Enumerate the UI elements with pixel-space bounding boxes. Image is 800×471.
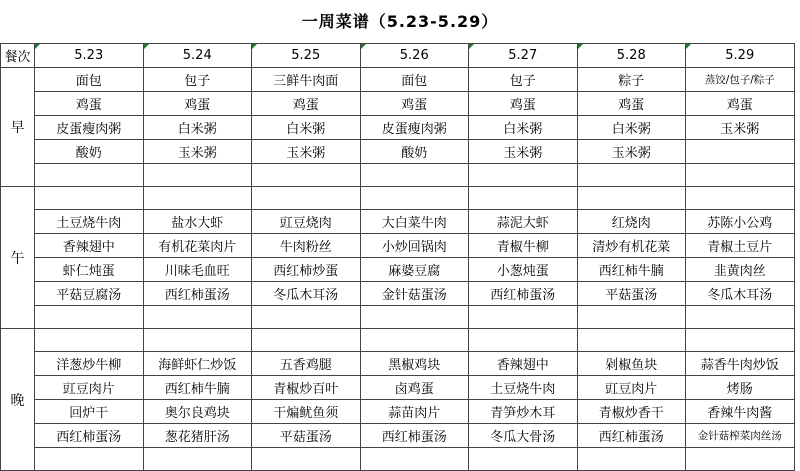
page-title: 一周菜谱（5.23-5.29） — [301, 11, 499, 31]
dish-cell — [143, 448, 252, 471]
menu-row — [1, 376, 795, 400]
dish-cell — [143, 306, 252, 329]
dish-cell: 西红柿蛋汤 — [35, 424, 144, 448]
dish-cell: 玉米粥 — [252, 140, 361, 164]
dish-cell: 冬瓜木耳汤 — [252, 282, 361, 306]
dish-cell: 玉米粥 — [143, 140, 252, 164]
cell-marker — [35, 44, 40, 49]
dish-cell — [35, 306, 144, 329]
dish-cell: 包子 — [469, 68, 578, 92]
dish-cell: 平菇蛋汤 — [252, 424, 361, 448]
dish-cell: 玉米粥 — [469, 140, 578, 164]
dish-cell: 豇豆肉片 — [577, 376, 686, 400]
dish-cell: 洋葱炒牛柳 — [35, 352, 144, 376]
menu-row — [1, 92, 795, 116]
dish-cell: 西红柿蛋汤 — [577, 424, 686, 448]
dish-cell: 粽子 — [577, 68, 686, 92]
dish-cell: 青椒炒百叶 — [252, 376, 361, 400]
dish-cell — [577, 448, 686, 471]
dish-cell — [360, 329, 469, 352]
dish-cell — [469, 448, 578, 471]
dish-cell: 红烧肉 — [577, 210, 686, 234]
dish-cell: 豇豆肉片 — [35, 376, 144, 400]
dish-cell: 香辣牛肉酱 — [686, 400, 795, 424]
meal-column-header: 餐次 — [1, 44, 35, 68]
dish-cell: 西红柿牛腩 — [577, 258, 686, 282]
dish-cell: 卤鸡蛋 — [360, 376, 469, 400]
menu-row — [1, 116, 795, 140]
dish-cell: 鸡蛋 — [360, 92, 469, 116]
dish-cell — [143, 329, 252, 352]
menu-row — [1, 329, 795, 352]
menu-row — [1, 210, 795, 234]
dish-cell: 白米粥 — [469, 116, 578, 140]
dish-cell: 牛肉粉丝 — [252, 234, 361, 258]
menu-row — [1, 282, 795, 306]
dish-cell: 鸡蛋 — [577, 92, 686, 116]
dish-cell — [686, 448, 795, 471]
dish-cell: 冬瓜木耳汤 — [686, 282, 795, 306]
dish-cell — [686, 187, 795, 210]
dish-cell — [686, 140, 795, 164]
dish-cell: 奥尔良鸡块 — [143, 400, 252, 424]
dish-cell: 蒜苗肉片 — [360, 400, 469, 424]
dish-cell — [35, 164, 144, 187]
date-header: 5.26 — [360, 44, 469, 68]
dish-cell: 鸡蛋 — [686, 92, 795, 116]
dish-cell: 川味毛血旺 — [143, 258, 252, 282]
dish-cell: 韭黄肉丝 — [686, 258, 795, 282]
dish-cell — [469, 164, 578, 187]
dish-cell: 皮蛋瘦肉粥 — [35, 116, 144, 140]
cell-marker — [361, 44, 366, 49]
dish-cell: 剁椒鱼块 — [577, 352, 686, 376]
dish-cell — [469, 187, 578, 210]
cell-marker — [469, 44, 474, 49]
dish-cell: 西红柿牛腩 — [143, 376, 252, 400]
dish-cell: 土豆烧牛肉 — [469, 376, 578, 400]
menu-row — [1, 400, 795, 424]
dish-cell: 西红柿炒蛋 — [252, 258, 361, 282]
date-header: 5.28 — [577, 44, 686, 68]
dish-cell — [577, 187, 686, 210]
dish-cell: 金针菇榨菜肉丝汤 — [686, 424, 795, 448]
dish-cell: 金针菇蛋汤 — [360, 282, 469, 306]
dish-cell: 香辣翅中 — [35, 234, 144, 258]
dish-cell — [469, 329, 578, 352]
dish-cell: 苏陈小公鸡 — [686, 210, 795, 234]
menu-row — [1, 448, 795, 471]
dish-cell — [35, 187, 144, 210]
dish-cell: 玉米粥 — [577, 140, 686, 164]
dish-cell — [686, 306, 795, 329]
dish-cell: 皮蛋瘦肉粥 — [360, 116, 469, 140]
dish-cell: 青椒土豆片 — [686, 234, 795, 258]
dish-cell: 白米粥 — [252, 116, 361, 140]
dish-cell — [252, 164, 361, 187]
dish-cell — [252, 306, 361, 329]
menu-row — [1, 68, 795, 92]
dish-cell: 麻婆豆腐 — [360, 258, 469, 282]
cell-marker — [578, 44, 583, 49]
dish-cell: 白米粥 — [577, 116, 686, 140]
dish-cell: 玉米粥 — [686, 116, 795, 140]
dish-cell — [252, 329, 361, 352]
dish-cell: 盐水大虾 — [143, 210, 252, 234]
menu-row — [1, 187, 795, 210]
dish-cell: 葱花猪肝汤 — [143, 424, 252, 448]
dish-cell: 三鲜牛肉面 — [252, 68, 361, 92]
dish-cell — [469, 306, 578, 329]
dish-cell: 干煸鱿鱼须 — [252, 400, 361, 424]
menu-row — [1, 140, 795, 164]
dish-cell: 小炒回锅肉 — [360, 234, 469, 258]
dish-cell: 面包 — [360, 68, 469, 92]
dish-cell: 西红柿蛋汤 — [360, 424, 469, 448]
dish-cell: 鸡蛋 — [252, 92, 361, 116]
dish-cell: 酸奶 — [35, 140, 144, 164]
dish-cell: 五香鸡腿 — [252, 352, 361, 376]
dish-cell: 平菇豆腐汤 — [35, 282, 144, 306]
dish-cell: 土豆烧牛肉 — [35, 210, 144, 234]
dish-cell: 青椒炒香干 — [577, 400, 686, 424]
dish-cell: 西红柿蛋汤 — [143, 282, 252, 306]
dish-cell: 鸡蛋 — [143, 92, 252, 116]
dish-cell: 有机花菜肉片 — [143, 234, 252, 258]
dish-cell: 清炒有机花菜 — [577, 234, 686, 258]
cell-marker — [252, 44, 257, 49]
dish-cell: 酸奶 — [360, 140, 469, 164]
dish-cell: 青椒牛柳 — [469, 234, 578, 258]
dish-cell: 蒜香牛肉炒饭 — [686, 352, 795, 376]
dish-cell: 黑椒鸡块 — [360, 352, 469, 376]
date-header: 5.23 — [35, 44, 144, 68]
dish-cell: 青笋炒木耳 — [469, 400, 578, 424]
cell-marker — [686, 44, 691, 49]
dish-cell — [35, 329, 144, 352]
dish-cell: 大白菜牛肉 — [360, 210, 469, 234]
dish-cell: 小葱炖蛋 — [469, 258, 578, 282]
dish-cell — [360, 187, 469, 210]
meal-label: 晚 — [1, 329, 35, 471]
dish-cell — [577, 306, 686, 329]
dish-cell: 面包 — [35, 68, 144, 92]
dish-cell — [143, 187, 252, 210]
header-row — [1, 44, 795, 68]
dish-cell: 烤肠 — [686, 376, 795, 400]
menu-row — [1, 164, 795, 187]
dish-cell: 鸡蛋 — [35, 92, 144, 116]
dish-cell — [143, 164, 252, 187]
dish-cell: 西红柿蛋汤 — [469, 282, 578, 306]
date-header: 5.25 — [252, 44, 361, 68]
dish-cell — [686, 164, 795, 187]
dish-cell — [577, 329, 686, 352]
date-header: 5.27 — [469, 44, 578, 68]
menu-row — [1, 258, 795, 282]
dish-cell — [577, 164, 686, 187]
menu-row — [1, 306, 795, 329]
dish-cell: 海鲜虾仁炒饭 — [143, 352, 252, 376]
dish-cell: 白米粥 — [143, 116, 252, 140]
dish-cell: 平菇蛋汤 — [577, 282, 686, 306]
date-header: 5.24 — [143, 44, 252, 68]
dish-cell — [252, 448, 361, 471]
dish-cell: 鸡蛋 — [469, 92, 578, 116]
dish-cell — [360, 306, 469, 329]
dish-cell: 豇豆烧肉 — [252, 210, 361, 234]
date-header: 5.29 — [686, 44, 795, 68]
menu-row — [1, 424, 795, 448]
dish-cell: 蒸饺/包子/粽子 — [686, 68, 795, 92]
meal-label: 午 — [1, 187, 35, 329]
dish-cell — [686, 329, 795, 352]
dish-cell: 虾仁炖蛋 — [35, 258, 144, 282]
cell-marker — [144, 44, 149, 49]
dish-cell: 冬瓜大骨汤 — [469, 424, 578, 448]
dish-cell: 香辣翅中 — [469, 352, 578, 376]
meal-label: 早 — [1, 68, 35, 187]
menu-row — [1, 352, 795, 376]
dish-cell: 包子 — [143, 68, 252, 92]
dish-cell — [360, 164, 469, 187]
weekly-menu-table — [0, 43, 795, 471]
dish-cell — [360, 448, 469, 471]
dish-cell — [252, 187, 361, 210]
menu-row — [1, 234, 795, 258]
dish-cell: 蒜泥大虾 — [469, 210, 578, 234]
dish-cell: 回炉干 — [35, 400, 144, 424]
dish-cell — [35, 448, 144, 471]
